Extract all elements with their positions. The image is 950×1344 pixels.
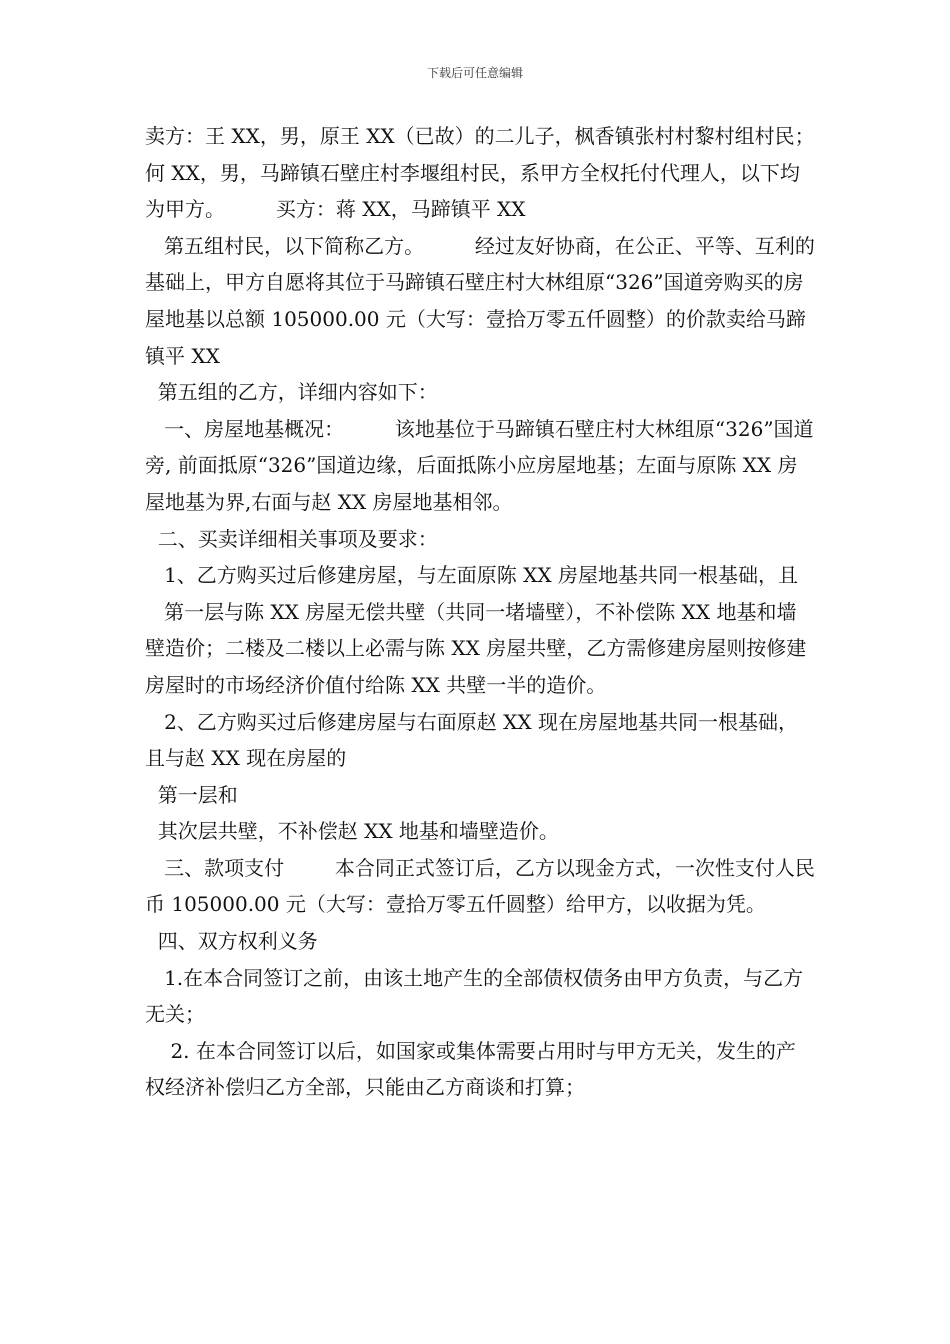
- paragraph-section-two-heading: 二、买卖详细相关事项及要求：: [145, 526, 438, 551]
- paragraph-right-two: 2. 在本合同签订以后，如国家或集体需要占用时与甲方无关，发生的产权经济补偿归乙方全部，只能由乙方商谈和打算；: [145, 1038, 796, 1100]
- paragraph-item-two: 2、乙方购买过后修建房屋与右面原赵 XX 现在房屋地基共同一根基础，且与赵 XX 现在房屋的: [145, 709, 798, 771]
- paragraph-parties: 卖方：王 XX，男，原王 XX（已故）的二儿子，枫香镇张村村黎村组村民；何 XX，男，马蹄镇石壁庄村李堰组村民，系甲方全权托付代理人，以下均为甲方。 买方：蒋 XX，马蹄镇平 XX: [145, 124, 815, 222]
- paragraph-agreement: 第五组村民，以下简称乙方。 经过友好协商，在公正、平等、互利的基础上，甲方自愿将其位于马蹄镇石壁庄村大林组原“326”国道旁购买的房屋地基以总额 105000.00 元（大写：壹拾万零五仟圆整）的价款卖给马蹄镇平 XX: [145, 233, 815, 368]
- download-note: 下载后可任意编辑: [426, 66, 523, 80]
- paragraph-item-two-cont: 其次层共壁，不补偿赵 XX 地基和墙壁造价。: [145, 819, 559, 844]
- paragraph-section-four-heading: 四、双方权利义务: [145, 929, 318, 954]
- paragraph-section-three: 三、款项支付 本合同正式签订后，乙方以现金方式，一次性支付人民币 105000.00 元（大写：壹拾万零五仟圆整）给甲方，以收据为凭。: [145, 855, 815, 917]
- paragraph-item-one-cont: 第一层与陈 XX 房屋无偿共壁（共同一堵墙壁），不补偿陈 XX 地基和墙壁造价；二楼及二楼以上必需与陈 XX 房屋共壁，乙方需修建房屋则按修建房屋时的市场经济价值付给陈 XX 共壁一半的造价。: [145, 599, 807, 697]
- paragraph-right-one: 1.在本合同签订之前，由该土地产生的全部债权债务由甲方负责，与乙方无关；: [145, 965, 804, 1027]
- paragraph-section-one: 一、房屋地基概况： 该地基位于马蹄镇石壁庄村大林组原“326”国道旁, 前面抵原“326”国道边缘，后面抵陈小应房屋地基；左面与原陈 XX 房屋地基为界,右面与赵 XX 房屋地基相邻。: [145, 416, 814, 514]
- paragraph-item-two-floor: 第一层和: [145, 782, 238, 807]
- paragraph-details-intro: 第五组的乙方，详细内容如下：: [145, 380, 438, 405]
- paragraph-item-one: 1、乙方购买过后修建房屋，与左面原陈 XX 房屋地基共同一根基础，且: [145, 563, 798, 588]
- document-body: [145, 118, 815, 1106]
